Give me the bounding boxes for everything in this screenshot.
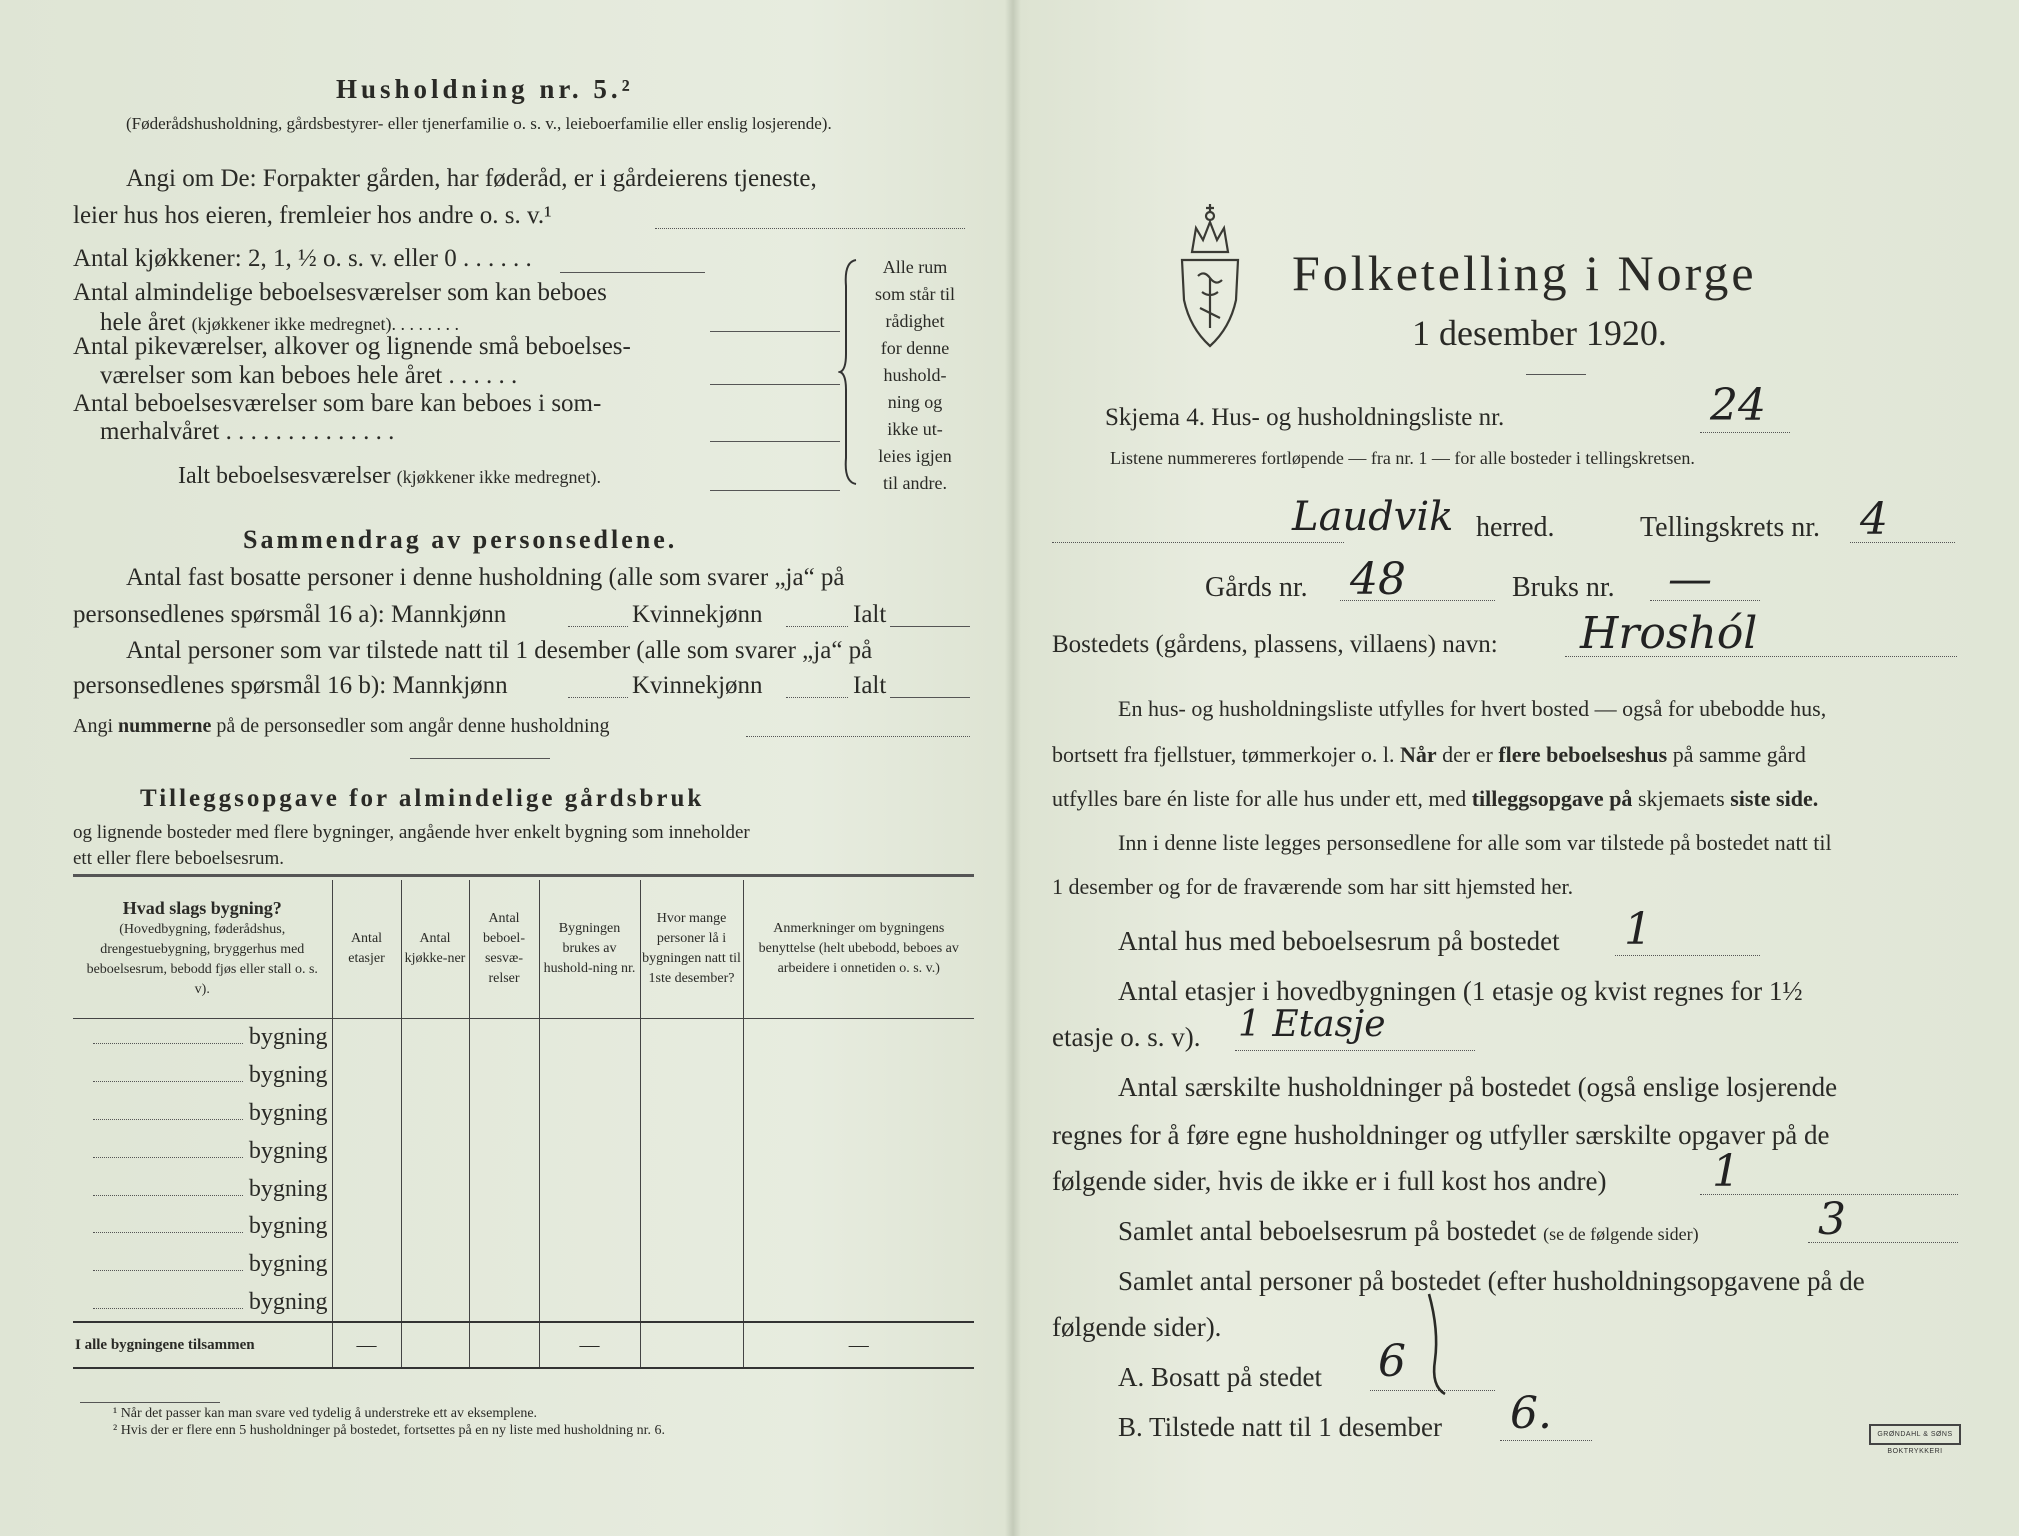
row-label: bygning bbox=[73, 1170, 332, 1208]
cell[interactable] bbox=[539, 1132, 640, 1170]
skjema-nr-line[interactable] bbox=[1700, 432, 1790, 433]
cell[interactable] bbox=[401, 1057, 469, 1095]
cell[interactable] bbox=[640, 1246, 743, 1284]
cell[interactable] bbox=[332, 1095, 401, 1133]
kjokkener-label: Antal kjøkkener: 2, 1, ½ o. s. v. eller 0 . . . . . . bbox=[73, 245, 532, 272]
footnote-1: ¹ Når det passer kan man svare ved tydelig å understreke ett av eksemplene. bbox=[113, 1406, 538, 1421]
row-label: bygning bbox=[73, 1095, 332, 1133]
title-divider bbox=[1526, 374, 1586, 375]
cell[interactable] bbox=[640, 1170, 743, 1208]
cell[interactable] bbox=[743, 1170, 974, 1208]
header-anmerkninger: Anmerkninger om bygningens benyttelse (helt ubebodd, beboes av arbeidere i onnetiden o. s. v.) bbox=[743, 880, 974, 1019]
alle-rum-line: som står til bbox=[875, 284, 955, 304]
table-top-rule bbox=[73, 874, 974, 877]
header-bygning-sub: (Hovedbygning, føderådshus, drengestuebygning, bryggerhus med beboelsesrum, bebodd fjøs eller stall o. s. v). bbox=[86, 922, 318, 997]
footnote-rule bbox=[80, 1402, 220, 1403]
intro-line-2: leier hus hos eieren, fremleier hos andre o. s. v.¹ bbox=[73, 202, 552, 229]
header-bygning-title: Hvad slags bygning? bbox=[122, 898, 282, 918]
cell[interactable] bbox=[640, 1095, 743, 1133]
tilstede-desember-line[interactable] bbox=[1500, 1440, 1592, 1441]
header-kjokkener: Antal kjøkke-ner bbox=[401, 880, 469, 1019]
intro-answer-line[interactable] bbox=[655, 228, 965, 229]
sommer-label-1: Antal beboelsesværelser som bare kan beboes i som- bbox=[73, 390, 602, 417]
table-row bbox=[73, 1019, 974, 1057]
cell[interactable] bbox=[332, 1132, 401, 1170]
cell[interactable] bbox=[743, 1095, 974, 1133]
printer-stamp: GRØNDAHL & SØNS BOKTRYKKERI bbox=[1869, 1424, 1961, 1445]
cell[interactable] bbox=[640, 1019, 743, 1057]
cell[interactable] bbox=[539, 1057, 640, 1095]
tellingskrets-value[interactable]: 4 bbox=[1860, 494, 1888, 545]
cell[interactable] bbox=[469, 1246, 539, 1284]
skjema-nr-value[interactable]: 24 bbox=[1710, 380, 1766, 431]
bruks-value[interactable]: — bbox=[1668, 554, 1712, 605]
sammendrag-title: Sammendrag av personsedlene. bbox=[243, 525, 678, 554]
almindelige-label-1: Antal almindelige beboelsesværelser som kan beboes bbox=[73, 279, 607, 306]
hus-label: Antal hus med beboelsesrum på bostedet bbox=[1118, 926, 1560, 956]
cell[interactable] bbox=[401, 1208, 469, 1246]
row-label: bygning bbox=[73, 1057, 332, 1095]
fast-kvinne-label: Kvinnekjønn bbox=[632, 601, 763, 628]
handwritten-bracket-mark bbox=[1425, 1290, 1465, 1400]
cell[interactable] bbox=[401, 1170, 469, 1208]
cell[interactable] bbox=[469, 1095, 539, 1133]
pike-answer-line[interactable] bbox=[710, 384, 840, 385]
samlet-personer-line-2: følgende sider). bbox=[1052, 1312, 1222, 1342]
table-row bbox=[73, 1208, 974, 1246]
tilstede-mannkjonn-line[interactable] bbox=[568, 697, 628, 698]
herred-value[interactable]: Laudvik bbox=[1292, 494, 1454, 540]
saerskilte-line-3: følgende sider, hvis de ikke er i full kost hos andre) bbox=[1052, 1166, 1607, 1196]
etasjer-value[interactable]: 1 Etasje bbox=[1238, 1004, 1386, 1045]
instruction-line-1: En hus- og husholdningsliste utfylles for hvert bosted — også for ubebodde hus, bbox=[1118, 696, 1827, 721]
cell[interactable] bbox=[469, 1019, 539, 1057]
bruks-label: Bruks nr. bbox=[1512, 572, 1615, 603]
row-label: bygning bbox=[73, 1246, 332, 1284]
header-bygning bbox=[73, 880, 332, 1019]
saerskilte-line-2: regnes for å føre egne husholdninger og utfyller særskilte opgaver på de bbox=[1052, 1120, 1830, 1150]
tilstede-line-1: Antal personer som var tilstede natt til 1 desember (alle som svarer „ja“ på bbox=[126, 637, 873, 664]
table-row bbox=[73, 1057, 974, 1095]
cell[interactable] bbox=[332, 1057, 401, 1095]
sum-cell[interactable] bbox=[640, 1322, 743, 1368]
cell[interactable] bbox=[539, 1095, 640, 1133]
row-label: bygning bbox=[73, 1132, 332, 1170]
sommer-answer-line[interactable] bbox=[710, 441, 840, 442]
alle-rum-line: ning og bbox=[887, 392, 943, 412]
table-row bbox=[73, 1284, 974, 1323]
almindelige-label-2: hele året (kjøkkener ikke medregnet). . . . . . . . bbox=[100, 309, 460, 336]
page-fold bbox=[1005, 0, 1021, 1536]
hus-line[interactable] bbox=[1615, 955, 1760, 956]
fast-line-2: personsedlenes spørsmål 16 a): Mannkjønn bbox=[73, 601, 507, 628]
cell[interactable] bbox=[469, 1170, 539, 1208]
instruction-line-4: Inn i denne liste legges personsedlene for alle som var tilstede på bostedet natt til bbox=[1118, 830, 1832, 855]
table-row bbox=[73, 1246, 974, 1284]
header-etasjer: Antal etasjer bbox=[332, 880, 401, 1019]
cell[interactable] bbox=[332, 1170, 401, 1208]
bosatt-value[interactable]: 6 bbox=[1378, 1336, 1406, 1387]
coat-of-arms-emblem bbox=[1170, 200, 1250, 350]
tilstede-ialt-line[interactable] bbox=[890, 697, 970, 698]
tilstede-ialt-label: Ialt bbox=[853, 672, 887, 699]
main-title: Folketelling i Norge bbox=[1292, 245, 1757, 301]
cell[interactable] bbox=[743, 1019, 974, 1057]
table-row bbox=[73, 1095, 974, 1133]
cell[interactable] bbox=[640, 1208, 743, 1246]
tillegg-text-1: og lignende bosteder med flere bygninger, angående hver enkelt bygning som inneholder bbox=[73, 822, 750, 843]
intro-line-1: Angi om De: Forpakter gården, har føderåd, er i gårdeierens tjeneste, bbox=[126, 165, 817, 192]
brace-graphic bbox=[838, 258, 862, 486]
cell[interactable] bbox=[539, 1170, 640, 1208]
alle-rum-line: for denne bbox=[880, 338, 950, 358]
cell[interactable] bbox=[332, 1284, 401, 1323]
saerskilte-line-1: Antal særskilte husholdninger på bostedet (også enslige losjerende bbox=[1118, 1072, 1838, 1102]
cell[interactable] bbox=[332, 1246, 401, 1284]
header-personer: Hvor mange personer lå i bygningen natt til 1ste desember? bbox=[640, 880, 743, 1019]
gards-value[interactable]: 48 bbox=[1350, 554, 1406, 605]
etasjer-line-2: etasje o. s. v). bbox=[1052, 1022, 1201, 1052]
hus-value[interactable]: 1 bbox=[1624, 904, 1652, 955]
etasjer-line-1: Antal etasjer i hovedbygningen (1 etasje og kvist regnes for 1½ bbox=[1118, 976, 1803, 1006]
sommer-label-2: merhalvåret . . . . . . . . . . . . . . bbox=[100, 418, 395, 445]
samlet-rum-label: Samlet antal beboelsesrum på bostedet (se de følgende sider) bbox=[1118, 1216, 1699, 1246]
cell[interactable] bbox=[332, 1019, 401, 1057]
cell[interactable] bbox=[401, 1132, 469, 1170]
fast-kvinnekjonn-line[interactable] bbox=[786, 626, 848, 627]
tilstede-kvinne-label: Kvinnekjønn bbox=[632, 672, 763, 699]
row-label: bygning bbox=[73, 1284, 332, 1323]
tilstede-desember-label: B. Tilstede natt til 1 desember bbox=[1118, 1412, 1442, 1442]
sum-cell[interactable]: — bbox=[332, 1322, 401, 1368]
instruction-line-5: 1 desember og for de fraværende som har sitt hjemsted her. bbox=[1052, 874, 1574, 899]
cell[interactable] bbox=[469, 1132, 539, 1170]
header-husholdning: Bygningen brukes av hushold-ning nr. bbox=[539, 880, 640, 1019]
listene-note: Listene nummereres fortløpende — fra nr. 1 — for alle bosteder i tellingskretsen. bbox=[1110, 448, 1695, 468]
table-row bbox=[73, 1170, 974, 1208]
bosatt-label: A. Bosatt på stedet bbox=[1118, 1362, 1322, 1392]
alle-rum-line: rådighet bbox=[885, 311, 945, 331]
cell[interactable] bbox=[469, 1057, 539, 1095]
fast-mannkjonn-line[interactable] bbox=[568, 626, 628, 627]
alle-rum-line: til andre. bbox=[883, 473, 947, 493]
section-divider bbox=[410, 758, 550, 759]
alle-rum-note bbox=[860, 254, 970, 497]
cell[interactable] bbox=[743, 1284, 974, 1323]
alle-rum-line: hushold- bbox=[883, 365, 947, 385]
samlet-rum-value[interactable]: 3 bbox=[1818, 1194, 1846, 1245]
tilstede-kvinnekjonn-line[interactable] bbox=[786, 697, 848, 698]
nummerne-label: Angi nummerne på de personsedler som angår denne husholdning bbox=[73, 715, 610, 737]
almindelige-answer-line[interactable] bbox=[710, 331, 840, 332]
table-sum-row bbox=[73, 1322, 974, 1368]
bosted-value[interactable]: Hroshól bbox=[1580, 608, 1758, 659]
sum-cell[interactable] bbox=[401, 1322, 469, 1368]
cell[interactable] bbox=[743, 1246, 974, 1284]
header-beboelsesvaerelser: Antal beboel-sesvæ-relser bbox=[469, 880, 539, 1019]
tillegg-text-2: ett eller flere beboelsesrum. bbox=[73, 848, 285, 869]
intro-small-text: (Føderådshusholdning, gårdsbestyrer- eller tjenerfamilie o. s. v., leieboerfamilie eller enslig losjerende). bbox=[126, 114, 832, 133]
instruction-line-3: utfylles bare én liste for alle hus under ett, med tilleggsopgave på skjemaets siste side. bbox=[1052, 786, 1819, 811]
census-date: 1 desember 1920. bbox=[1412, 313, 1667, 353]
ialt-label: Ialt beboelsesværelser (kjøkkener ikke medregnet). bbox=[178, 463, 602, 489]
cell[interactable] bbox=[539, 1284, 640, 1323]
etasjer-line[interactable] bbox=[1235, 1050, 1475, 1051]
gards-label: Gårds nr. bbox=[1205, 572, 1308, 603]
buildings-table bbox=[73, 880, 974, 1369]
cell[interactable] bbox=[469, 1284, 539, 1323]
row-label: bygning bbox=[73, 1019, 332, 1057]
cell[interactable] bbox=[539, 1019, 640, 1057]
tellingskrets-label: Tellingskrets nr. bbox=[1640, 512, 1821, 543]
cell[interactable] bbox=[401, 1095, 469, 1133]
cell[interactable] bbox=[332, 1208, 401, 1246]
row-label: bygning bbox=[73, 1208, 332, 1246]
alle-rum-line: Alle rum bbox=[882, 257, 948, 277]
cell[interactable] bbox=[539, 1208, 640, 1246]
cell[interactable] bbox=[401, 1284, 469, 1323]
samlet-personer-line-1: Samlet antal personer på bostedet (efter husholdningsopgavene på de bbox=[1118, 1266, 1865, 1296]
cell[interactable] bbox=[743, 1208, 974, 1246]
ialt-answer-line[interactable] bbox=[710, 490, 840, 491]
table-row bbox=[73, 1132, 974, 1170]
cell[interactable] bbox=[401, 1019, 469, 1057]
cell[interactable] bbox=[640, 1132, 743, 1170]
herred-label: herred. bbox=[1476, 512, 1555, 543]
cell[interactable] bbox=[539, 1246, 640, 1284]
cell[interactable] bbox=[640, 1284, 743, 1323]
saerskilte-value[interactable]: 1 bbox=[1712, 1146, 1740, 1197]
fast-line-1: Antal fast bosatte personer i denne husholdning (alle som svarer „ja“ på bbox=[126, 564, 845, 591]
instruction-line-2: bortsett fra fjellstuer, tømmerkojer o. l. Når der er flere beboelseshus på samme gård bbox=[1052, 742, 1806, 767]
cell[interactable] bbox=[640, 1057, 743, 1095]
cell[interactable] bbox=[469, 1208, 539, 1246]
sum-cell[interactable]: — bbox=[743, 1322, 974, 1368]
sum-label: I alle bygningene tilsammen bbox=[73, 1322, 332, 1368]
nummerne-answer-line[interactable] bbox=[746, 736, 970, 737]
cell[interactable] bbox=[743, 1057, 974, 1095]
sum-cell[interactable]: — bbox=[539, 1322, 640, 1368]
sum-cell[interactable] bbox=[469, 1322, 539, 1368]
cell[interactable] bbox=[743, 1132, 974, 1170]
footnote-2: ² Hvis der er flere enn 5 husholdninger på bostedet, fortsettes på en ny liste med husholdning nr. 6. bbox=[113, 1423, 666, 1438]
husholdning-title: Husholdning nr. 5.² bbox=[336, 74, 634, 104]
cell[interactable] bbox=[401, 1246, 469, 1284]
alle-rum-line: ikke ut- bbox=[887, 419, 943, 439]
pike-label-1: Antal pikeværelser, alkover og lignende små beboelses- bbox=[73, 333, 631, 360]
alle-rum-line: leies igjen bbox=[878, 446, 952, 466]
bosted-label: Bostedets (gårdens, plassens, villaens) navn: bbox=[1052, 631, 1498, 658]
fast-ialt-line[interactable] bbox=[890, 626, 970, 627]
skjema-label: Skjema 4. Hus- og husholdningsliste nr. bbox=[1105, 404, 1505, 431]
tillegg-title: Tilleggsopgave for almindelige gårdsbruk bbox=[140, 785, 705, 812]
herred-line[interactable] bbox=[1052, 542, 1344, 543]
tilstede-line-2: personsedlenes spørsmål 16 b): Mannkjønn bbox=[73, 672, 508, 699]
tilstede-desember-value[interactable]: 6. bbox=[1510, 1388, 1552, 1439]
table-header-row bbox=[73, 880, 974, 1019]
kjokkener-answer-line[interactable] bbox=[560, 272, 705, 273]
fast-ialt-label: Ialt bbox=[853, 601, 887, 628]
pike-label-2: værelser som kan beboes hele året . . . . . . bbox=[100, 362, 518, 389]
